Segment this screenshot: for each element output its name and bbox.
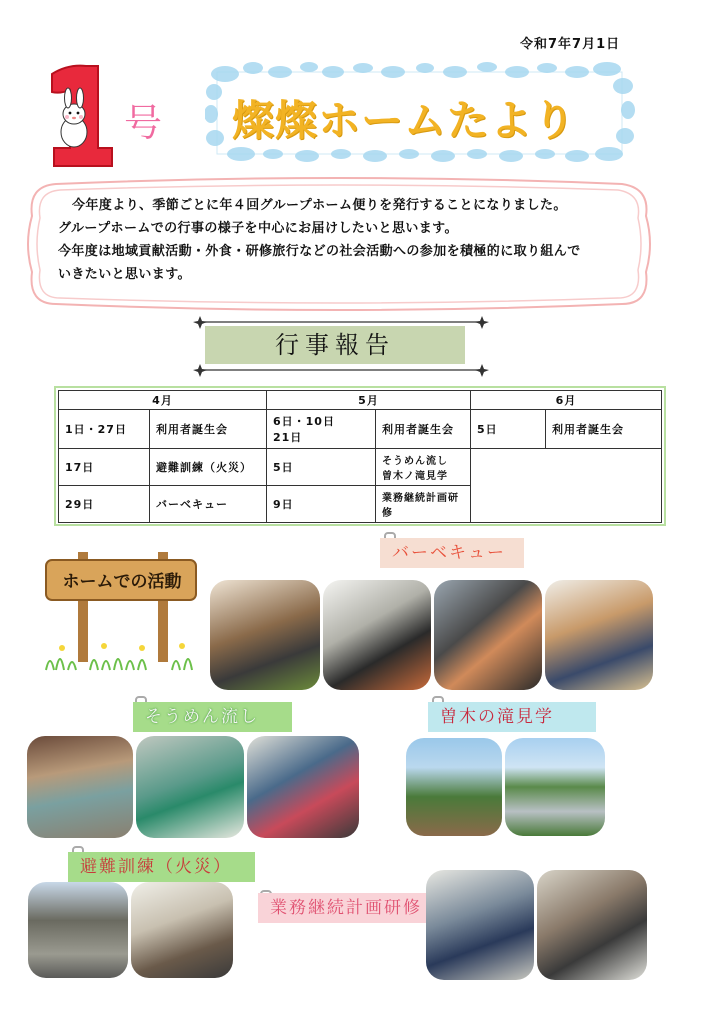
intro-line-2: グループホームでの行事の様子を中心にお届けしたいと思います。 bbox=[58, 221, 458, 236]
event-name: 利用者誕生会 bbox=[546, 410, 662, 449]
waterfall-visit-label: 曽木の滝見学 bbox=[428, 702, 596, 732]
bbq-photo bbox=[210, 580, 320, 690]
event-date: 5日 bbox=[471, 410, 546, 449]
event-date: 9日 bbox=[267, 486, 376, 523]
bcp-photo bbox=[426, 870, 534, 980]
somen-photo bbox=[136, 736, 244, 838]
section-title: 行事報告 bbox=[205, 326, 465, 364]
bcp-photo bbox=[537, 870, 647, 980]
bcp-photo-strip bbox=[426, 870, 647, 980]
intro-line-1: 今年度より、季節ごとに年４回グループホーム便りを発行することになりました。 bbox=[72, 198, 567, 213]
waterfall-photo-strip bbox=[406, 738, 605, 836]
bcp-training-label: 業務継続計画研修 bbox=[258, 893, 452, 923]
bbq-photo bbox=[323, 580, 431, 690]
intro-line-4: いきたいと思います。 bbox=[58, 267, 191, 282]
somen-photo bbox=[247, 736, 359, 838]
table-row bbox=[59, 410, 662, 449]
bbq-photo-strip bbox=[210, 580, 653, 690]
bbq-label: バーベキュー bbox=[380, 538, 524, 568]
fire-drill-photo bbox=[28, 882, 128, 978]
event-name: 業務継続計画研修 bbox=[376, 486, 471, 523]
intro-text bbox=[58, 194, 628, 286]
newsletter-title: 燦燦ホームたより bbox=[232, 96, 577, 145]
event-date: 1日・27日 bbox=[59, 410, 150, 449]
event-date: 6日・10日 21日 bbox=[267, 410, 376, 449]
waterfall-photo bbox=[406, 738, 502, 836]
event-name: 避難訓練（火災） bbox=[150, 449, 267, 486]
bbq-photo bbox=[545, 580, 653, 690]
waterfall-photo bbox=[505, 738, 605, 836]
event-name: 利用者誕生会 bbox=[150, 410, 267, 449]
issue-suffix: 号 bbox=[124, 101, 165, 145]
event-date: 5日 bbox=[267, 449, 376, 486]
month-header: 4月 bbox=[59, 391, 267, 410]
somen-label: そうめん流し bbox=[133, 702, 292, 732]
somen-photo-strip bbox=[27, 736, 359, 838]
month-header: 5月 bbox=[267, 391, 471, 410]
event-name: 利用者誕生会 bbox=[376, 410, 471, 449]
event-name: バーベキュー bbox=[150, 486, 267, 523]
event-schedule-table bbox=[54, 386, 666, 526]
event-name: そうめん流し 曽木ノ滝見学 bbox=[376, 449, 471, 486]
empty-cell bbox=[471, 449, 662, 523]
issue-date: 令和7年7月1日 bbox=[520, 37, 621, 52]
issue-number-graphic bbox=[38, 60, 118, 170]
fire-drill-photo bbox=[131, 882, 233, 978]
month-header: 6月 bbox=[471, 391, 662, 410]
fire-drill-label: 避難訓練（火災） bbox=[68, 852, 255, 882]
activities-sign-label: ホームでの活動 bbox=[62, 572, 182, 592]
event-date: 17日 bbox=[59, 449, 150, 486]
table-header-row bbox=[59, 391, 662, 410]
table-row bbox=[59, 449, 662, 486]
event-date: 29日 bbox=[59, 486, 150, 523]
somen-photo bbox=[27, 736, 133, 838]
bbq-photo bbox=[434, 580, 542, 690]
fire-drill-photo-strip bbox=[28, 882, 233, 978]
intro-line-3: 今年度は地域貢献活動・外食・研修旅行などの社会活動への参加を積極的に取り組んで bbox=[58, 244, 581, 259]
